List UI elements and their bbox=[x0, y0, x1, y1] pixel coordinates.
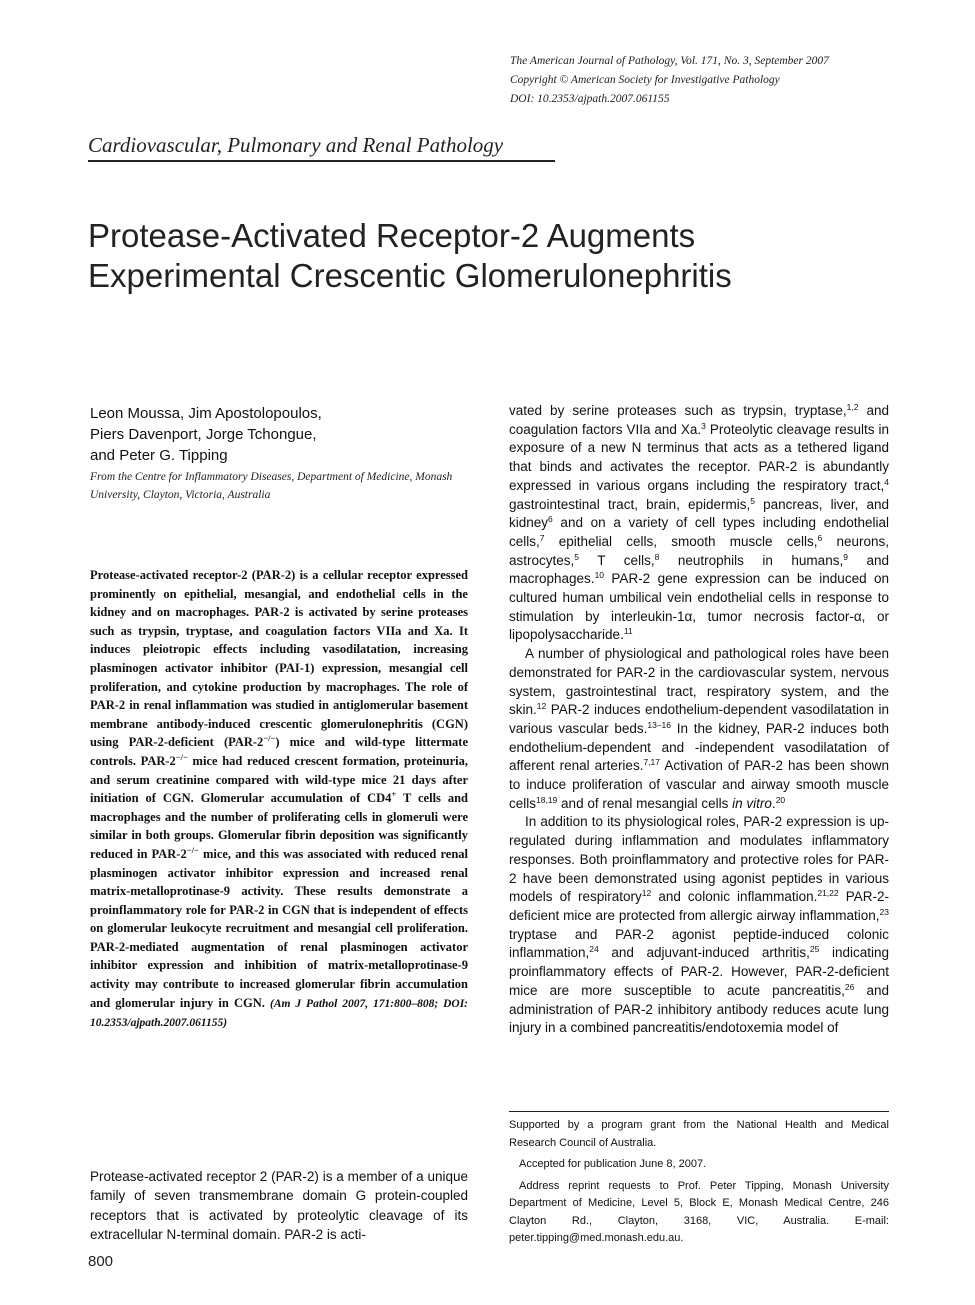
body-text: neutrophils in humans, bbox=[659, 552, 844, 568]
title-line-1: Protease-Activated Receptor-2 Augments bbox=[88, 217, 696, 254]
reference-superscript: 13–16 bbox=[647, 719, 671, 730]
body-text: Activation of PAR-2 has been shown to induce proliferation of vascular and airway smooth muscle cells bbox=[509, 758, 889, 811]
reference-superscript: 23 bbox=[879, 906, 889, 917]
reference-superscript: 3 bbox=[701, 420, 706, 431]
body-text: epithelial cells, smooth muscle cells, bbox=[544, 533, 818, 549]
reference-superscript: 8 bbox=[654, 551, 660, 562]
superscript: −/− bbox=[175, 751, 188, 762]
body-text: PAR-2 induces endothelium-dependent vasodilatation in various vascular beds. bbox=[509, 702, 889, 736]
abstract bbox=[90, 566, 468, 1033]
body-text: and coagulation factors VIIa and Xa. bbox=[509, 403, 889, 437]
authors-line-2: Piers Davenport, Jorge Tchongue, bbox=[90, 426, 317, 443]
body-text: and of renal mesangial cells bbox=[557, 795, 733, 811]
reference-superscript: 4 bbox=[884, 476, 889, 487]
page-number: 800 bbox=[88, 1253, 114, 1270]
reference-superscript: 21,22 bbox=[817, 888, 839, 899]
body-text: and on a variety of cell types including endothelial cells, bbox=[509, 515, 889, 549]
reference-superscript: 1,2 bbox=[846, 402, 859, 412]
body-text: indicating proinflammatory effects of PAR-2. However, PAR-2-deficient mice are more susceptible to acute pancreatitis, bbox=[509, 945, 889, 998]
body-text: gastrointestinal tract, brain, epidermis, bbox=[509, 496, 751, 512]
author-list bbox=[90, 403, 470, 466]
body-text: and colonic inflammation. bbox=[651, 889, 818, 905]
abstract-text: T cells and macrophages and the number of proliferating cells in glomeruli were similar in both groups. Glomerular fibrin deposition was significantly reduced in PAR-2 bbox=[90, 791, 469, 861]
body-text: In the kidney, PAR-2 induces both endothelium-dependent and -independent vasodilatation of afferent renal arteries. bbox=[509, 720, 889, 774]
reference-superscript: 5 bbox=[574, 551, 580, 562]
italic-term: in vitro bbox=[732, 795, 772, 811]
superscript: −/− bbox=[186, 844, 199, 855]
reference-superscript: 10 bbox=[594, 570, 605, 581]
body-text: and administration of PAR-2 inhibitory antibody reduces acute lung injury in a combined pancreatitis/endotoxemia model of bbox=[509, 982, 890, 1036]
reference-superscript: 25 bbox=[809, 944, 820, 955]
abstract-text: Protease-activated receptor-2 (PAR-2) is a cellular receptor expressed prominently on epithelial, mesangial, and endothelial cells in the kidney and on macrophages. PAR-2 is activated by serine proteases such as trypsin, tryptase, and coagulation factors VIIa and Xa. It induces pleiotropic effects including vasodilatation, increasing plasminogen activator inhibitor (PAI-1) expression, mesangial cell proliferation, and cytokine production by macrophages. The role of PAR-2 in renal inflammation was studied in antiglomerular basement membrane antibody-induced crescentic glomerulonephritis (CGN) using PAR-2-deficient (PAR-2 bbox=[90, 568, 468, 750]
abstract-text: mice, and this was associated with reduced renal plasminogen activator inhibitor expression and increased renal matrix-metalloprotinase-9 activity. These results demonstrate a proinflammatory role for PAR-2 in CGN that is independent of effects on glomerular leukocyte recruitment and mesangial cell proliferation. PAR-2-mediated augmentation of renal plasminogen activator inhibitor expression and inhibition of matrix-metalloprotinase-9 activity may contribute to increased glomerular fibrin accumulation and glomerular injury in CGN. bbox=[90, 846, 469, 1010]
reference-superscript: 20 bbox=[775, 794, 786, 805]
superscript: + bbox=[391, 789, 397, 800]
reprint-address-footnote: Address reprint requests to Prof. Peter Tipping, Monash University Department of Medicine, Level 5, Block E, Monash Medical Centre, 246 Clayton Rd., Clayton, 3168, VIC, Australia. E-mail: peter.tipping@med.monash.edu.au. bbox=[509, 1179, 889, 1244]
journal-doi-line: DOI: 10.2353/ajpath.2007.061155 bbox=[510, 93, 670, 105]
reference-superscript: 18,19 bbox=[536, 794, 558, 805]
body-text: T cells, bbox=[579, 552, 655, 568]
author-affiliation: From the Centre for Inflammatory Diseases, Department of Medicine, Monash University, Clayton, Victoria, Australia bbox=[90, 471, 453, 501]
journal-copyright-line: Copyright © American Society for Investigative Pathology bbox=[510, 74, 780, 86]
footnotes bbox=[509, 1117, 889, 1252]
body-paragraph-2 bbox=[509, 645, 889, 813]
body-right-column bbox=[509, 402, 889, 1038]
body-text: Proteolytic cleavage results in exposure of a new N terminus that acts as a tethered ligand that binds and activates the receptor. PAR-2 is abundantly expressed in various organs including the respiratory tract, bbox=[509, 421, 889, 493]
body-text: . bbox=[771, 795, 776, 811]
reference-superscript: 6 bbox=[817, 532, 823, 543]
body-text: In addition to its physiological roles, PAR-2 expression is up-regulated during inflammation and modulates inflammatory responses. Both proinflammatory and protective roles for PAR-2 have been demonstrated using agonist peptides in various models of respiratory bbox=[509, 814, 889, 905]
journal-citation-header bbox=[510, 52, 930, 109]
reference-superscript: 7,17 bbox=[643, 757, 660, 768]
reference-superscript: 12 bbox=[536, 701, 547, 712]
article-title bbox=[88, 216, 908, 296]
body-paragraph-3 bbox=[509, 813, 889, 1037]
title-line-2: Experimental Crescentic Glomerulonephritis bbox=[88, 257, 732, 294]
body-text: and macrophages. bbox=[509, 552, 889, 587]
body-text: PAR-2-deficient mice are protected from allergic airway inflammation, bbox=[509, 889, 889, 923]
body-text: pancreas, liver, and kidney bbox=[509, 496, 890, 531]
abstract-citation: (Am J Pathol 2007, 171:800–808; DOI: 10.2353/ajpath.2007.061155) bbox=[90, 997, 468, 1030]
reference-superscript: 5 bbox=[750, 495, 756, 506]
abstract-text: ) mice and wild-type littermate controls. PAR-2 bbox=[90, 735, 468, 768]
reference-superscript: 6 bbox=[548, 514, 553, 525]
superscript: −/− bbox=[263, 733, 276, 744]
reference-superscript: 24 bbox=[589, 944, 599, 955]
accepted-footnote: Accepted for publication June 8, 2007. bbox=[519, 1158, 707, 1170]
body-text: A number of physiological and pathological roles have been demonstrated for PAR-2 in the cardiovascular system, nervous system, gastrointestinal tract, respiratory system, and the skin. bbox=[509, 646, 889, 718]
body-text: and adjuvant-induced arthritis, bbox=[598, 945, 810, 961]
funding-footnote: Supported by a program grant from the National Health and Medical Research Council of Australia. bbox=[509, 1119, 889, 1149]
body-text: vated by serine proteases such as trypsin, tryptase, bbox=[509, 403, 847, 418]
footnote-divider bbox=[509, 1111, 889, 1112]
reference-superscript: 26 bbox=[844, 981, 855, 992]
authors-line-3: and Peter G. Tipping bbox=[90, 447, 228, 464]
body-text: neurons, astrocytes, bbox=[509, 533, 889, 568]
reference-superscript: 11 bbox=[623, 626, 633, 637]
reference-superscript: 9 bbox=[843, 551, 848, 562]
reference-superscript: 7 bbox=[539, 532, 545, 543]
intro-paragraph: Protease-activated receptor 2 (PAR-2) is a member of a unique family of seven transmembrane domain G protein-coupled receptors that is activated by proteolytic cleavage of its extracellular N-terminal domain. PAR-2 is acti- bbox=[90, 1169, 468, 1242]
body-text: tryptase and PAR-2 agonist peptide-induced colonic inflammation, bbox=[509, 926, 889, 961]
body-text: PAR-2 gene expression can be induced on cultured human umbilical vein endothelial cells in response to stimulation by interleukin-1α, tumor necrosis factor-α, or lipopolysaccharide. bbox=[509, 571, 889, 643]
authors-line-1: Leon Moussa, Jim Apostolopoulos, bbox=[90, 405, 322, 422]
reference-superscript: 12 bbox=[641, 888, 652, 899]
journal-volume-line: The American Journal of Pathology, Vol. 171, No. 3, September 2007 bbox=[510, 55, 829, 67]
section-heading: Cardiovascular, Pulmonary and Renal Pathology bbox=[88, 131, 555, 162]
body-paragraph-1 bbox=[509, 402, 889, 645]
abstract-text: mice had reduced crescent formation, proteinuria, and serum creatinine compared with wild-type mice 21 days after initiation of CGN. Glomerular accumulation of CD4 bbox=[90, 753, 469, 806]
